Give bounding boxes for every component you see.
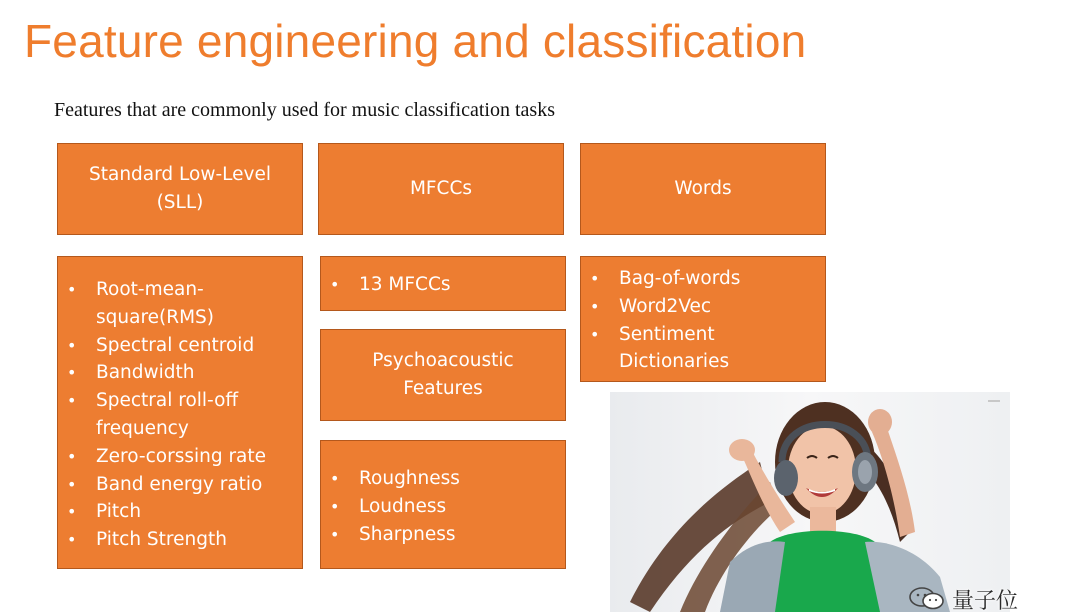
watermark [908, 584, 1018, 615]
sll-feature-list [58, 276, 302, 554]
words-list [581, 265, 825, 376]
woman-with-headphones-illustration [610, 392, 1010, 612]
list-item: • Roughness [321, 465, 565, 493]
slide-subtitle: Features that are commonly used for music classification tasks [54, 99, 555, 121]
list-item: • Loudness [321, 493, 565, 521]
sll-header-label: Standard Low-Level (SLL) [89, 164, 271, 213]
slide-title: Feature engineering and classification [24, 15, 807, 67]
psychoacoustic-list-box [320, 440, 566, 569]
psychoacoustic-header-label: Psychoacoustic Features [372, 350, 514, 399]
list-item: • Pitch Strength [58, 526, 302, 554]
list-item: • Spectral centroid [58, 332, 302, 360]
words-list-box [580, 256, 826, 382]
mfcc-header-label: MFCCs [409, 178, 473, 199]
list-item: • Sentiment Dictionaries [581, 321, 825, 377]
woman-with-headphones-photo [610, 392, 1010, 612]
mfcc-list [321, 271, 565, 299]
list-item: • Sharpness [321, 521, 565, 549]
sll-feature-list-box [57, 256, 303, 569]
words-header-label: Words [674, 178, 732, 199]
psychoacoustic-header-box [320, 329, 566, 421]
mfcc-list-box [320, 256, 566, 311]
list-item: • Spectral roll-off frequency [58, 387, 302, 443]
psychoacoustic-list [321, 465, 565, 548]
list-item: • Pitch [58, 498, 302, 526]
list-item: • Band energy ratio [58, 471, 302, 499]
mfcc-header-box [318, 143, 564, 235]
list-item: • Word2Vec [581, 293, 825, 321]
list-item: • Root-mean-square(RMS) [58, 276, 302, 332]
list-item: • Zero-corssing rate [58, 443, 302, 471]
wechat-icon [908, 586, 946, 614]
watermark-text: 量子位 [952, 589, 1019, 614]
words-header-box [580, 143, 826, 235]
list-item: • Bandwidth [58, 359, 302, 387]
list-item: • Bag-of-words [581, 265, 825, 293]
list-item: • 13 MFCCs [321, 271, 565, 299]
sll-header-box [57, 143, 303, 235]
